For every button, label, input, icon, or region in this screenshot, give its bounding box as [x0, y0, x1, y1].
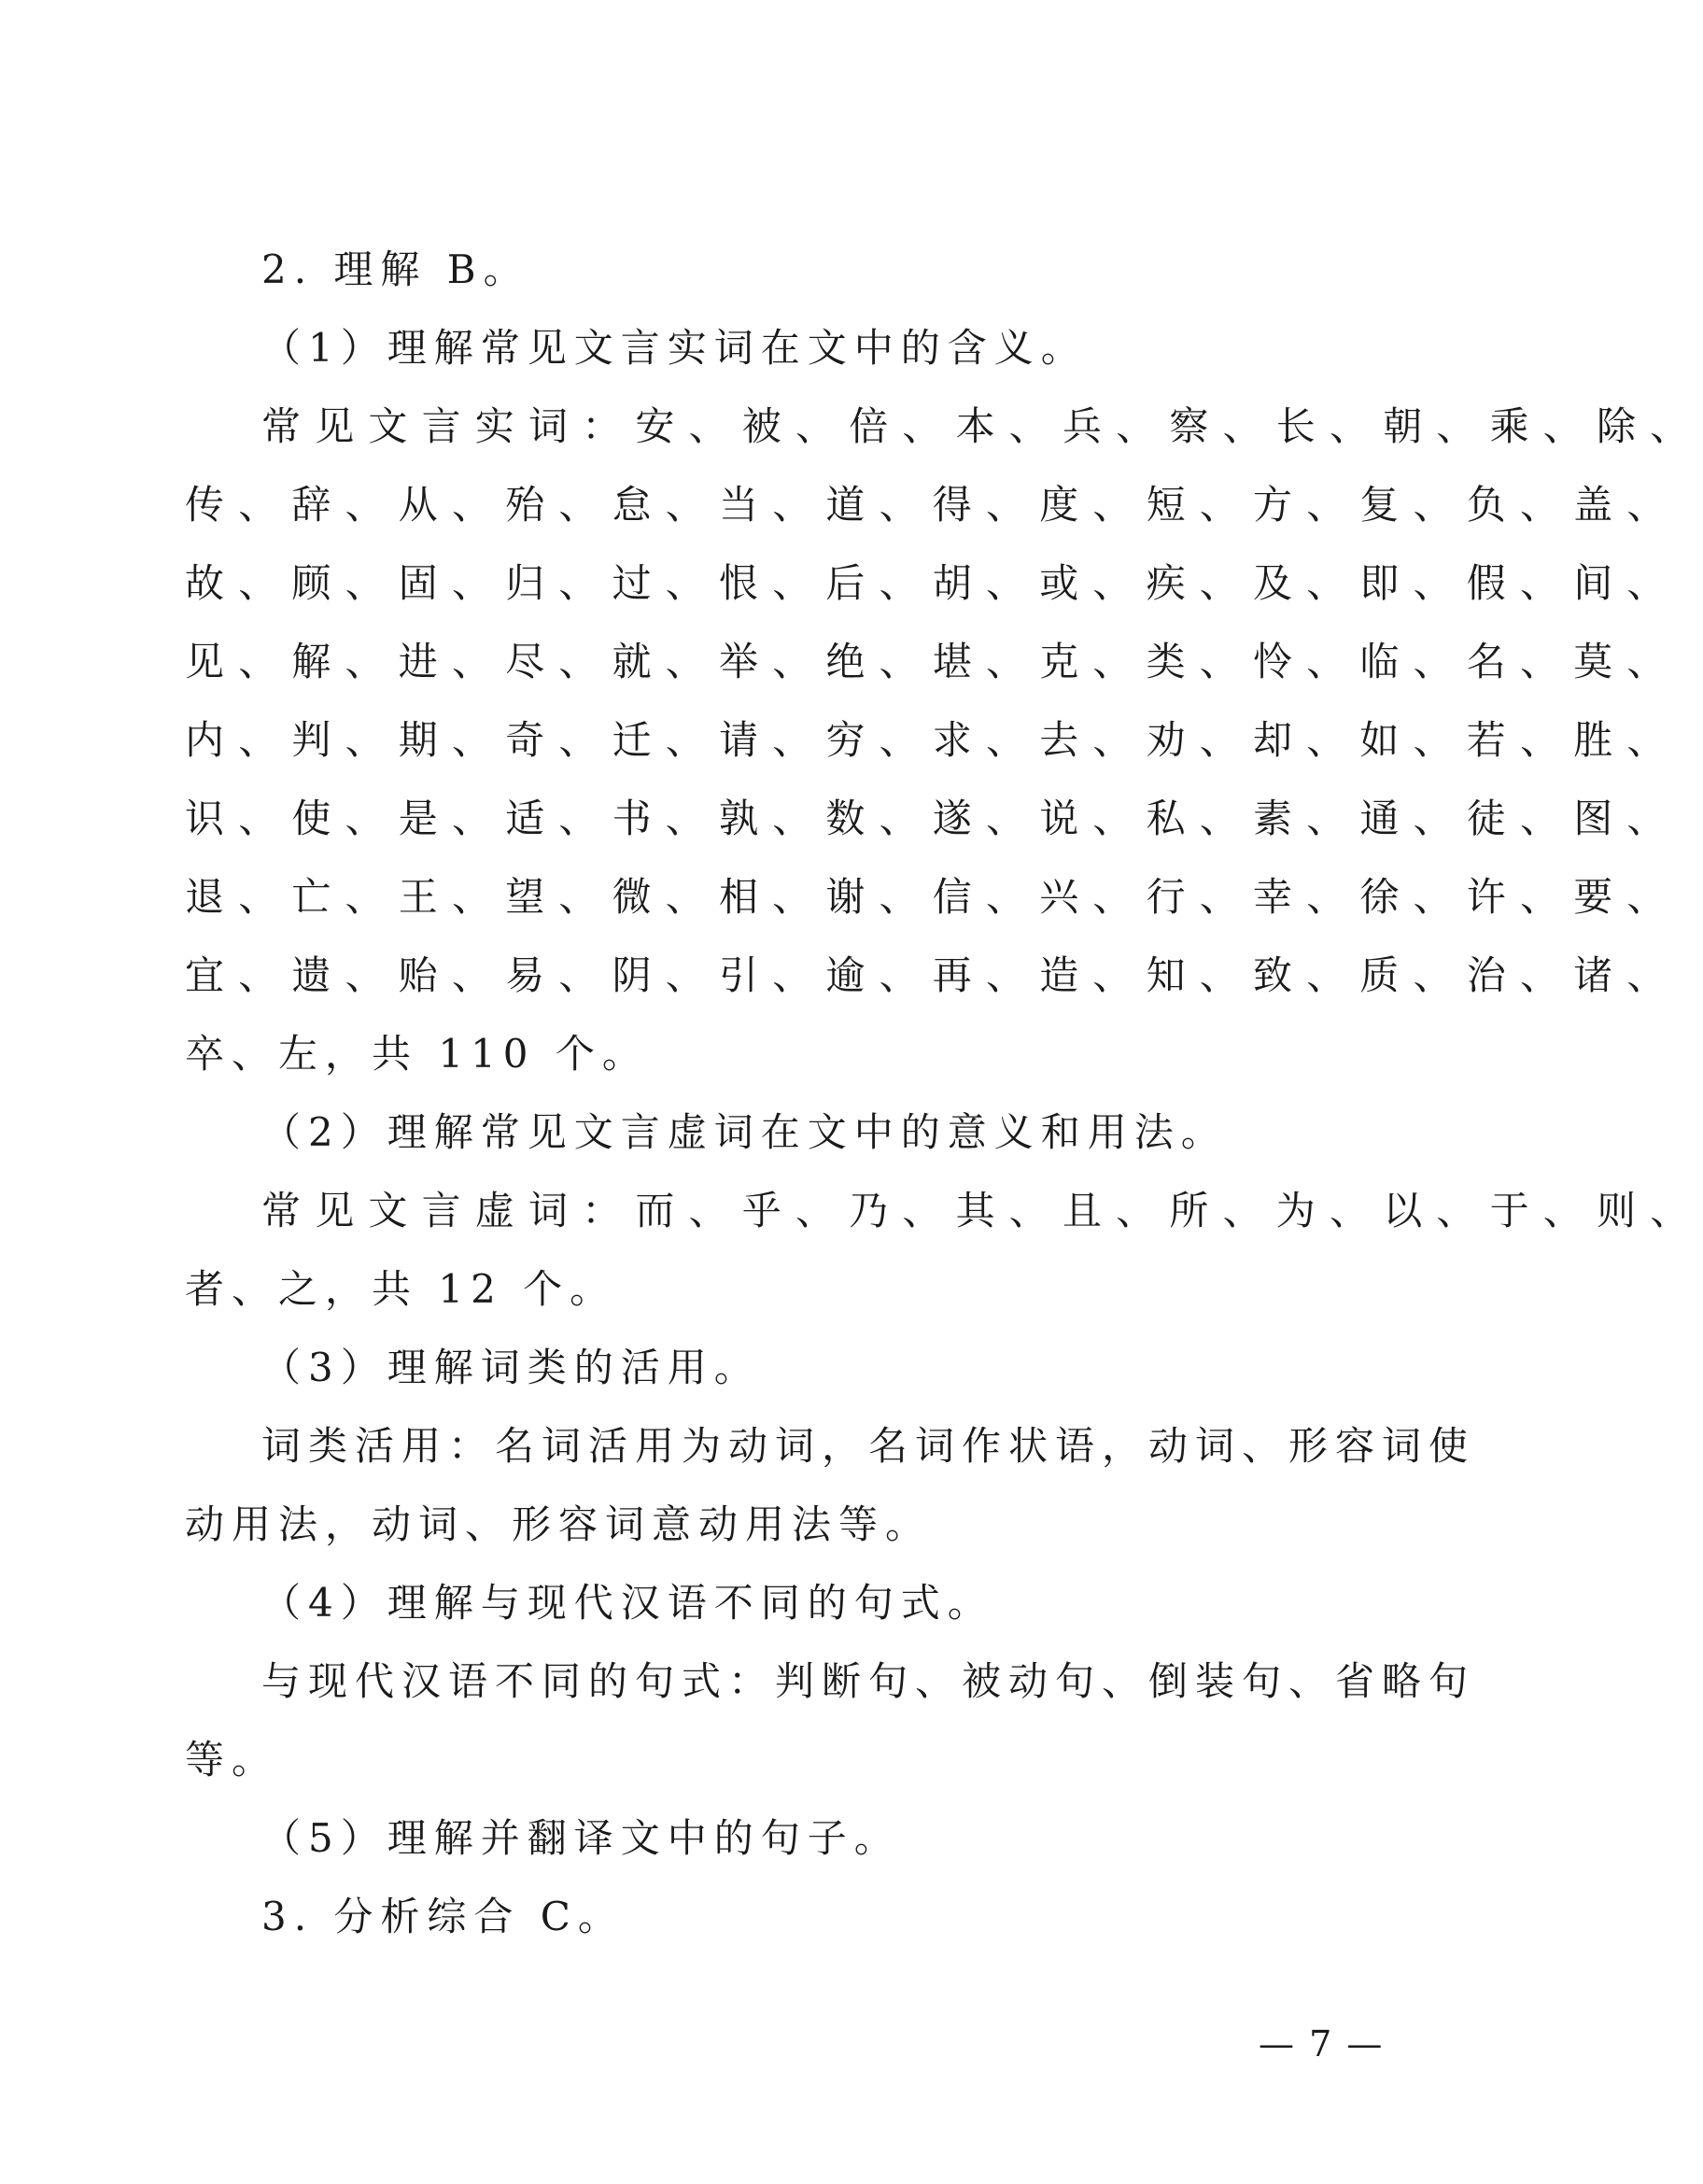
content-words-line-1: 常见文言实词：安、被、倍、本、兵、察、长、朝、乘、除、	[261, 403, 1703, 449]
function-words-line-2: 者、之，共 12 个。	[185, 1266, 617, 1312]
content-words-line-3: 故、顾、固、归、过、恨、后、胡、或、疾、及、即、假、间、	[185, 560, 1681, 606]
section-heading-understand-b: 2. 理解 B。	[261, 247, 530, 292]
word-class-line-1: 词类活用：名词活用为动词，名词作状语，动词、形容词使	[261, 1423, 1476, 1469]
subsection-heading-1: （1）理解常见文言实词在文中的含义。	[261, 325, 1088, 371]
content-words-line-7: 退、亡、王、望、微、相、谢、信、兴、行、幸、徐、许、要、	[185, 874, 1681, 920]
function-words-line-1: 常见文言虚词：而、乎、乃、其、且、所、为、以、于、则、	[261, 1188, 1703, 1233]
content-words-line-2: 传、辞、从、殆、怠、当、道、得、度、短、方、复、负、盖、	[185, 482, 1681, 528]
content-words-line-5: 内、判、期、奇、迁、请、穷、求、去、劝、却、如、若、胜、	[185, 717, 1681, 763]
subsection-heading-2: （2）理解常见文言虚词在文中的意义和用法。	[261, 1109, 1228, 1155]
page-number: — 7 —	[1259, 2023, 1385, 2064]
sentence-patterns-line-1: 与现代汉语不同的句式：判断句、被动句、倒装句、省略句	[261, 1658, 1476, 1704]
section-heading-analysis-c: 3. 分析综合 C。	[261, 1894, 625, 1939]
subsection-heading-4: （4）理解与现代汉语不同的句式。	[261, 1580, 994, 1626]
word-class-line-2: 动用法，动词、形容词意动用法等。	[185, 1501, 933, 1547]
subsection-heading-5: （5）理解并翻译文中的句子。	[261, 1815, 901, 1861]
sentence-patterns-line-2: 等。	[185, 1737, 279, 1782]
content-words-line-6: 识、使、是、适、书、孰、数、遂、说、私、素、通、徒、图、	[185, 796, 1681, 841]
content-words-line-8: 宜、遗、贻、易、阴、引、逾、再、造、知、致、质、治、诸、	[185, 952, 1681, 998]
content-words-line-9: 卒、左，共 110 个。	[185, 1031, 649, 1077]
subsection-heading-3: （3）理解词类的活用。	[261, 1345, 761, 1390]
content-words-line-4: 见、解、进、尽、就、举、绝、堪、克、类、怜、临、名、莫、	[185, 639, 1681, 684]
